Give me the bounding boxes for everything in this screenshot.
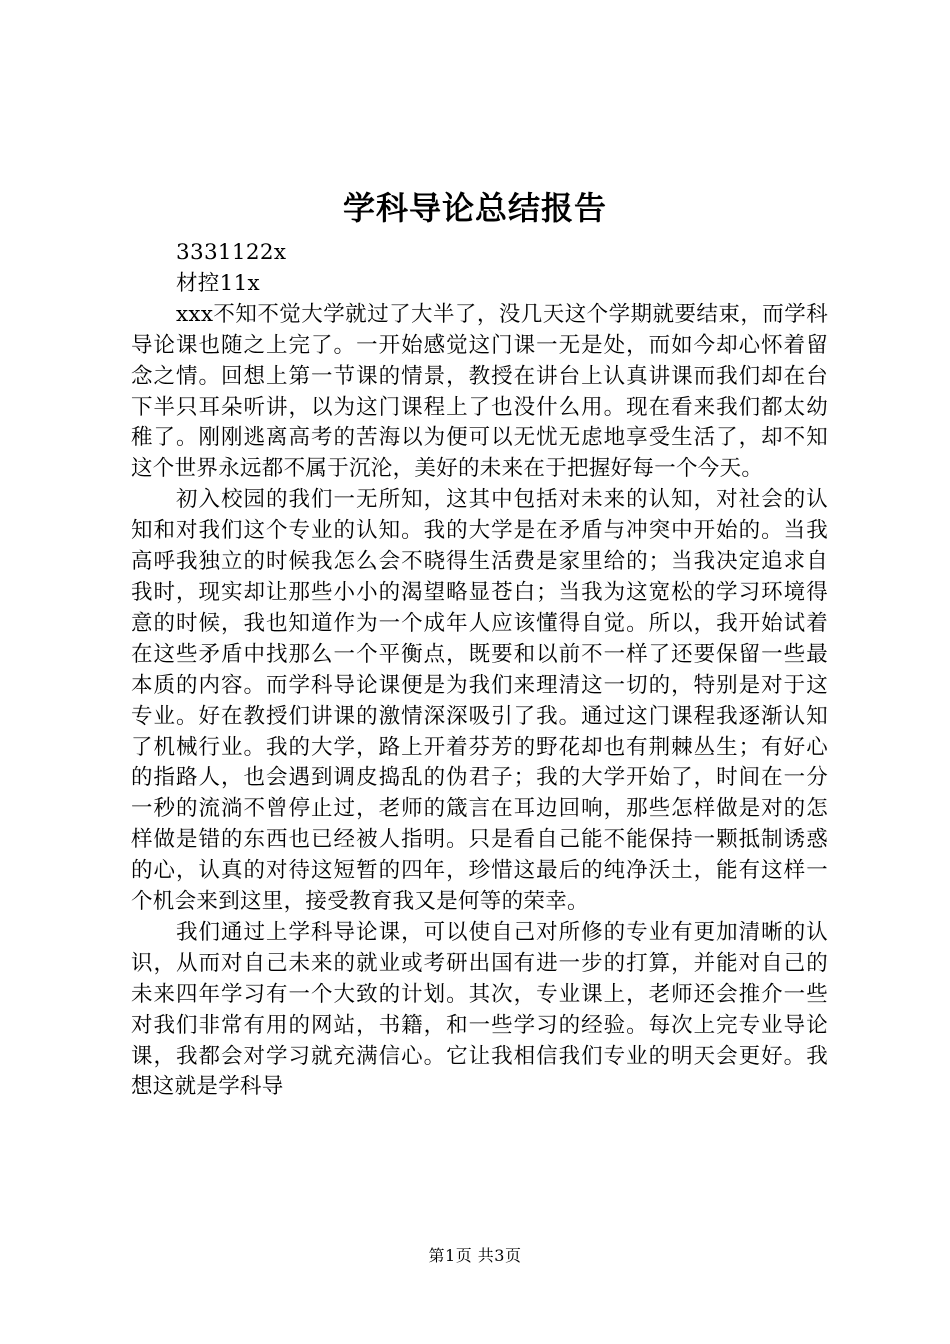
- body-paragraph-3: 我们通过上学科导论课，可以使自己对所修的专业有更加清晰的认识，从而对自己未来的就业或考研出国有进一步的打算，并能对自己的未来四年学习有一个大致的计划。其次，专业课上，老师还会推介一些对我们非常有用的网站，书籍，和一些学习的经验。每次上完专业导论课，我都会对学习就充满信心。它让我相信我们专业的明天会更好。我想这就是学科导: [131, 919, 828, 1100]
- body-paragraph-1: xxx不知不觉大学就过了大半了，没几天这个学期就要结束，而学科导论课也随之上完了。一开始感觉这门课一无是处，而如今却心怀着留念之情。回想上第一节课的情景，教授在讲台上认真讲课而我们却在台下半只耳朵听讲，以为这门课程上了也没什么用。现在看来我们都太幼稚了。刚刚逃离高考的苦海以为便可以无忧无虑地享受生活了，却不知这个世界永远都不属于沉沦，美好的未来在于把握好每一个今天。: [131, 301, 828, 482]
- student-id-line: 3331122x: [176, 240, 287, 265]
- class-name-line: 材控11x: [176, 270, 260, 296]
- body-paragraph-2: 初入校园的我们一无所知，这其中包括对未来的认知，对社会的认知和对我们这个专业的认知。我的大学是在矛盾与冲突中开始的。当我高呼我独立的时候我怎么会不晓得生活费是家里给的；当我决定追求自我时，现实却让那些小小的渴望略显苍白；当我为这宽松的学习环境得意的时候，我也知道作为一个成年人应该懂得自觉。所以，我开始试着在这些矛盾中找那么一个平衡点，既要和以前不一样了还要保留一些最本质的内容。而学科导论课便是为我们来理清这一切的，特别是对于这专业。好在教授们讲课的激情深深吸引了我。通过这门课程我逐渐认知了机械行业。我的大学，路上开着芬芳的野花却也有荆棘丛生；有好心的指路人，也会遇到调皮捣乱的伪君子；我的大学开始了，时间在一分一秒的流淌不曾停止过，老师的箴言在耳边回响，那些怎样做是对的怎样做是错的东西也已经被人指明。只是看自己能不能保持一颗抵制诱惑的心，认真的对待这短暂的四年，珍惜这最后的纯净沃土，能有这样一个机会来到这里，接受教育我又是何等的荣幸。: [131, 487, 828, 915]
- document-title: 学科导论总结报告: [342, 189, 607, 227]
- document-body: [131, 238, 828, 1103]
- page-number-footer: 第1页 共3页: [428, 1246, 522, 1265]
